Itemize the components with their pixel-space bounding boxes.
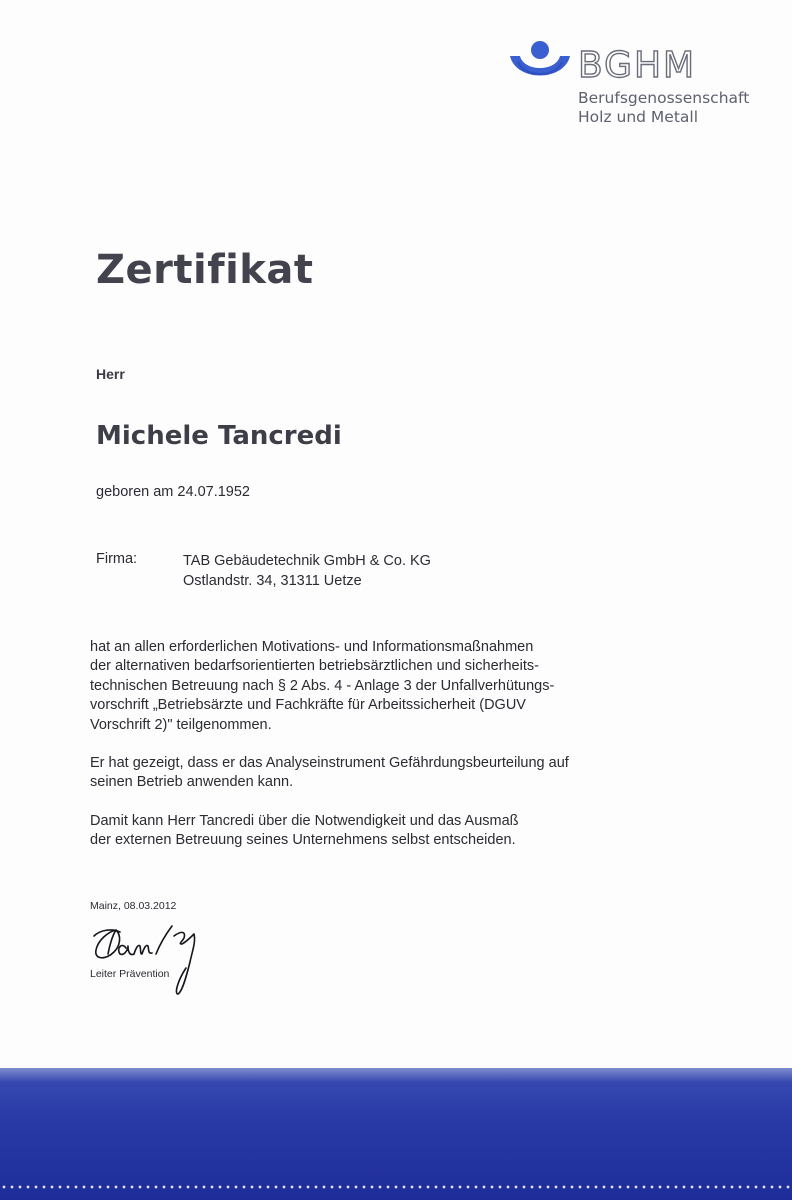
body-paragraph-decision: Damit kann Herr Tancredi über die Notwendigkeit und das Ausmaß der externen Betreuung seines Unternehmens selbst entscheiden.: [90, 812, 519, 849]
company-address: Ostlandstr. 34, 31311 Uetze: [183, 573, 362, 589]
body-paragraph-competence: Er hat gezeigt, dass er das Analyseinstrument Gefährdungsbeurteilung auf seinen Betrieb anwenden kann.: [90, 755, 569, 791]
company-name: TAB Gebäudetechnik GmbH & Co. KG: [183, 553, 431, 569]
company-details: [183, 551, 431, 591]
logo-abbreviation: BGHM: [578, 45, 697, 86]
recipient-name: Michele Tancredi: [96, 421, 342, 451]
bghm-logo: [508, 40, 768, 130]
handwritten-signature: [86, 908, 266, 1004]
place-and-date: Mainz, 08.03.2012: [90, 900, 177, 912]
company-label: Firma:: [96, 551, 138, 567]
salutation: Herr: [96, 366, 125, 382]
body-paragraph-participation: hat an allen erforderlichen Motivations- und Informationsmaßnahmen der alternativen bedarfsorientierten betriebsärztlichen und sicherheits- technischen Betreuung nach § 2 Abs. 4 - Anlage 3 der Unfallverhütungs- vorschrift „Betriebsärzte und Fachkräfte für Arbeitssicherheit (DGUV Vorschrift 2)" teilgenommen.: [90, 639, 555, 733]
birth-date: geboren am 24.07.1952: [96, 484, 250, 500]
footer-dot-border: [0, 1184, 792, 1190]
certificate-body: [90, 638, 650, 870]
footer-band: [0, 1068, 792, 1200]
logo-name-line-1: Berufsgenossenschaft: [578, 89, 750, 107]
signatory-role: Leiter Prävention: [90, 968, 170, 980]
certificate-title: Zertifikat: [96, 247, 314, 293]
bghm-logo-mark-icon: [508, 40, 572, 92]
logo-name-line-2: Holz und Metall: [578, 108, 699, 126]
